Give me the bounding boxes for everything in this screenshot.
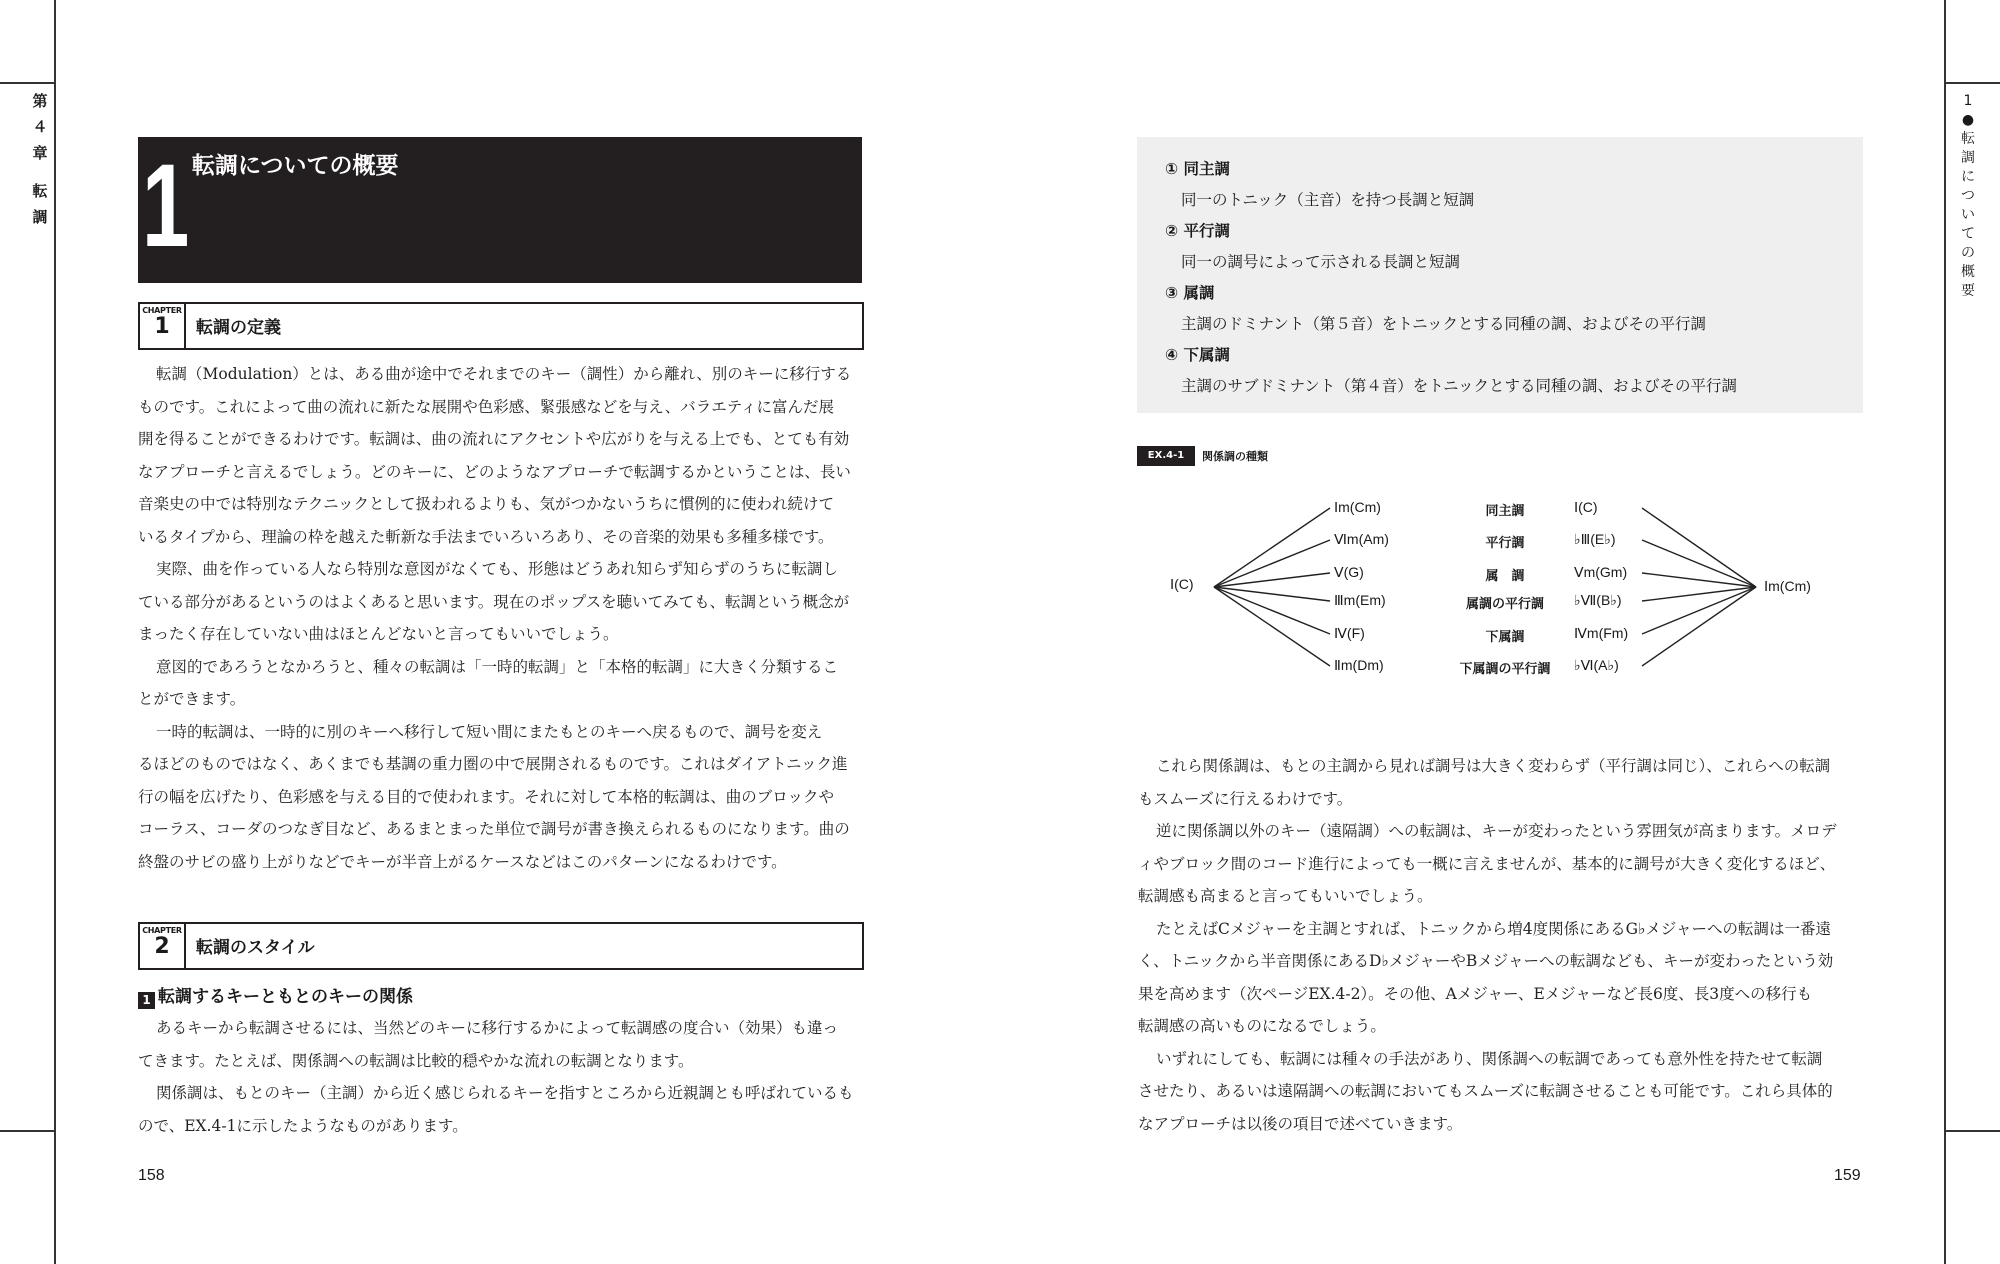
subsection-badge: 1 [138, 992, 155, 1009]
text-line: コーラス、コーダのつなぎ目など、あるまとまった単位で調号が書き換えられるものになります。曲の [138, 820, 850, 838]
side-tab-char: に [1961, 169, 1975, 185]
chapter-label: CHAPTER [142, 306, 182, 315]
diagram-major-key: Ⅲm(Em) [1334, 592, 1386, 608]
side-tab-char: の [1961, 245, 1975, 261]
diagram-right-root: Ⅰm(Cm) [1764, 578, 1811, 594]
text-line: なアプローチは以後の項目で述べていきます。 [1138, 1114, 1463, 1133]
text-line: ィやブロック間のコード進行によっても一概に言えませんが、基本的に調号が大きく変化するほど、 [1138, 854, 1836, 873]
text-line: 終盤のサビの盛り上がりなどでキーが半音上がるケースなどはこのパターンになるわけです。 [138, 852, 787, 871]
key-type-heading: ④ 下属調 [1165, 346, 1231, 364]
diagram-relation-name: 平行調 [1485, 535, 1525, 550]
text-line: 転調感の高いものになるでしょう。 [1138, 1017, 1386, 1035]
text-line: ので、EX.4-1に示したようなものがあります。 [138, 1116, 468, 1135]
chapter-label: CHAPTER [142, 926, 182, 935]
side-tab-char: 調 [32, 208, 48, 226]
side-tab-char: 1 [1963, 93, 1973, 109]
section-title: 転調についての概要 [192, 153, 399, 179]
side-tab-char: い [1961, 207, 1975, 223]
diagram-relation-name: 属調の平行調 [1465, 596, 1544, 611]
diagram-major-key: Ⅴ(G) [1334, 564, 1364, 580]
text-line: とができます。 [138, 690, 246, 708]
diagram-minor-key: Ⅴm(Gm) [1574, 564, 1628, 580]
side-tab-char: つ [1961, 188, 1975, 204]
diagram-minor-key: Ⅰ(C) [1574, 499, 1598, 515]
text-line: 一時的転調は、一時的に別のキーへ移行して短い間にまたもとのキーへ戻るもので、調号を変え [156, 722, 823, 741]
text-line: もスムーズに行えるわけです。 [1138, 789, 1353, 808]
key-type-description: 同一の調号によって示される長調と短調 [1181, 253, 1461, 271]
side-tab-char: て [1961, 226, 1975, 242]
text-line: 行の幅を広げたり、色彩感を与える目的で使われます。それに対して本格的転調は、曲のブロックや [138, 787, 834, 806]
text-line: 実際、曲を作っている人なら特別な意図がなくても、形態はどうあれ知らず知らずのうちに転調し [156, 560, 839, 578]
key-type-heading: ① 同主調 [1165, 160, 1231, 178]
diagram-minor-key: ♭Ⅵ(A♭) [1574, 657, 1619, 673]
diagram-relation-name: 属 調 [1485, 568, 1525, 583]
page-number-right: 159 [1834, 1167, 1861, 1184]
diagram-minor-key: Ⅳm(Fm) [1574, 625, 1629, 641]
diagram-minor-key: ♭Ⅲ(E♭) [1574, 531, 1616, 547]
text-line: 関係調は、もとのキー（主調）から近く感じられるキーを指すところから近親調とも呼ばれているも [156, 1084, 854, 1102]
text-line: 音楽史の中では特別なテクニックとして扱われるよりも、気がつかないうちに慣例的に使われ続けて [138, 495, 834, 513]
chapter-title: 転調のスタイル [196, 938, 315, 958]
text-line: るほどのものではなく、あくまでも基調の重力圏の中で展開されるものです。これはダイアトニック進 [138, 755, 848, 773]
key-type-heading: ③ 属調 [1165, 284, 1215, 302]
text-line: たとえばCメジャーを主調とすれば、トニックから増4度関係にあるG♭メジャーへの転調は一番遠 [1156, 919, 1832, 938]
text-line: なアプローチと言えるでしょう。どのキーに、どのようなアプローチで転調するかということは、長い [138, 462, 851, 481]
key-type-description: 主調のサブドミナント（第４音）をトニックとする同種の調、およびその平行調 [1181, 377, 1737, 395]
diagram-left-root: Ⅰ(C) [1170, 576, 1194, 592]
text-line: 転調（Modulation）とは、ある曲が途中でそれまでのキー（調性）から離れ、別のキーに移行する [156, 365, 852, 383]
chapter-title: 転調の定義 [196, 318, 281, 338]
right-page-body [1138, 750, 1866, 1140]
text-line: あるキーから転調させるには、当然どのキーに移行するかによって転調感の度合い（効果）も違っ [156, 1019, 839, 1037]
text-line: いるタイプから、理論の枠を越えた斬新な手法までいろいろあり、その音楽的効果も多種多様です。 [138, 527, 834, 546]
side-tab-char: 要 [1961, 283, 1975, 299]
diagram-relation-name: 下属調の平行調 [1459, 661, 1551, 676]
text-line: いずれにしても、転調には種々の手法があり、関係調への転調であっても意外性を持たせて転調 [1156, 1049, 1823, 1068]
text-line: させたり、あるいは遠隔調への転調においてもスムーズに転調させることも可能です。これら具体的 [1138, 1082, 1833, 1100]
section-number: 1 [142, 140, 190, 272]
side-tab-char: ４ [32, 118, 48, 136]
text-line: 果を高めます（次ページEX.4-2）。その他、Aメジャー、Eメジャーなど長6度、長3度への移行も [1138, 984, 1813, 1003]
text-line: く、トニックから半音関係にあるD♭メジャーやBメジャーへの転調なども、キーが変わったという効 [1138, 952, 1834, 970]
side-tab-char: 概 [1961, 264, 1975, 280]
diagram-major-key: Ⅱm(Dm) [1334, 657, 1384, 673]
side-tab-char: 調 [1961, 150, 1975, 166]
text-line: 意図的であろうとなかろうと、種々の転調は「一時的転調」と「本格的転調」に大きく分類するこ [156, 657, 839, 676]
side-tab-char: ● [1961, 112, 1975, 128]
key-type-heading: ② 平行調 [1165, 222, 1231, 240]
side-tab-char: 転 [1961, 131, 1975, 147]
text-line: これら関係調は、もとの主調から見れば調号は大きく変わらず（平行調は同じ）、これらへの転調 [1156, 757, 1831, 775]
chapter-number: 1 [154, 314, 170, 339]
text-line: まったく存在していない曲はほとんどないと言ってもいいでしょう。 [138, 625, 619, 643]
key-type-description: 主調のドミナント（第５音）をトニックとする同種の調、およびその平行調 [1181, 315, 1706, 333]
diagram-minor-key: ♭Ⅶ(B♭) [1574, 592, 1622, 608]
diagram-major-key: Ⅰm(Cm) [1334, 499, 1381, 515]
diagram-relation-name: 同主調 [1485, 503, 1525, 518]
diagram-major-key: Ⅵm(Am) [1334, 531, 1389, 547]
example-title: 関係調の種類 [1202, 450, 1268, 463]
text-line: 転調感も高まると言ってもいいでしょう。 [1138, 887, 1433, 905]
side-tab-char: 転 [32, 182, 48, 200]
side-tab-char: 第 [32, 92, 48, 110]
text-line: 開を得ることができるわけです。転調は、曲の流れにアクセントや広がりを与える上でも、とても有効 [138, 430, 850, 448]
text-line: 逆に関係調以外のキー（遠隔調）への転調は、キーが変わったという雰囲気が高まります。メロデ [1156, 822, 1837, 840]
subsection-title: 転調するキーともとのキーの関係 [158, 987, 413, 1007]
side-tab-char: 章 [32, 144, 48, 162]
diagram-relation-name: 下属調 [1485, 629, 1525, 644]
key-type-description: 同一のトニック（主音）を持つ長調と短調 [1181, 191, 1475, 209]
text-line: ものです。これによって曲の流れに新たな展開や色彩感、緊張感などを与え、バラエティに富んだ展 [138, 397, 834, 416]
page-number-left: 158 [138, 1167, 165, 1184]
example-label: EX.4-1 [1137, 446, 1195, 466]
text-line: てきます。たとえば、関係調への転調は比較的穏やかな流れの転調となります。 [138, 1051, 694, 1070]
chapter-number: 2 [154, 934, 170, 959]
text-line: ている部分があるというのはよくあると思います。現在のポップスを聴いてみても、転調という概念が [138, 592, 850, 611]
diagram-major-key: Ⅳ(F) [1334, 625, 1365, 641]
